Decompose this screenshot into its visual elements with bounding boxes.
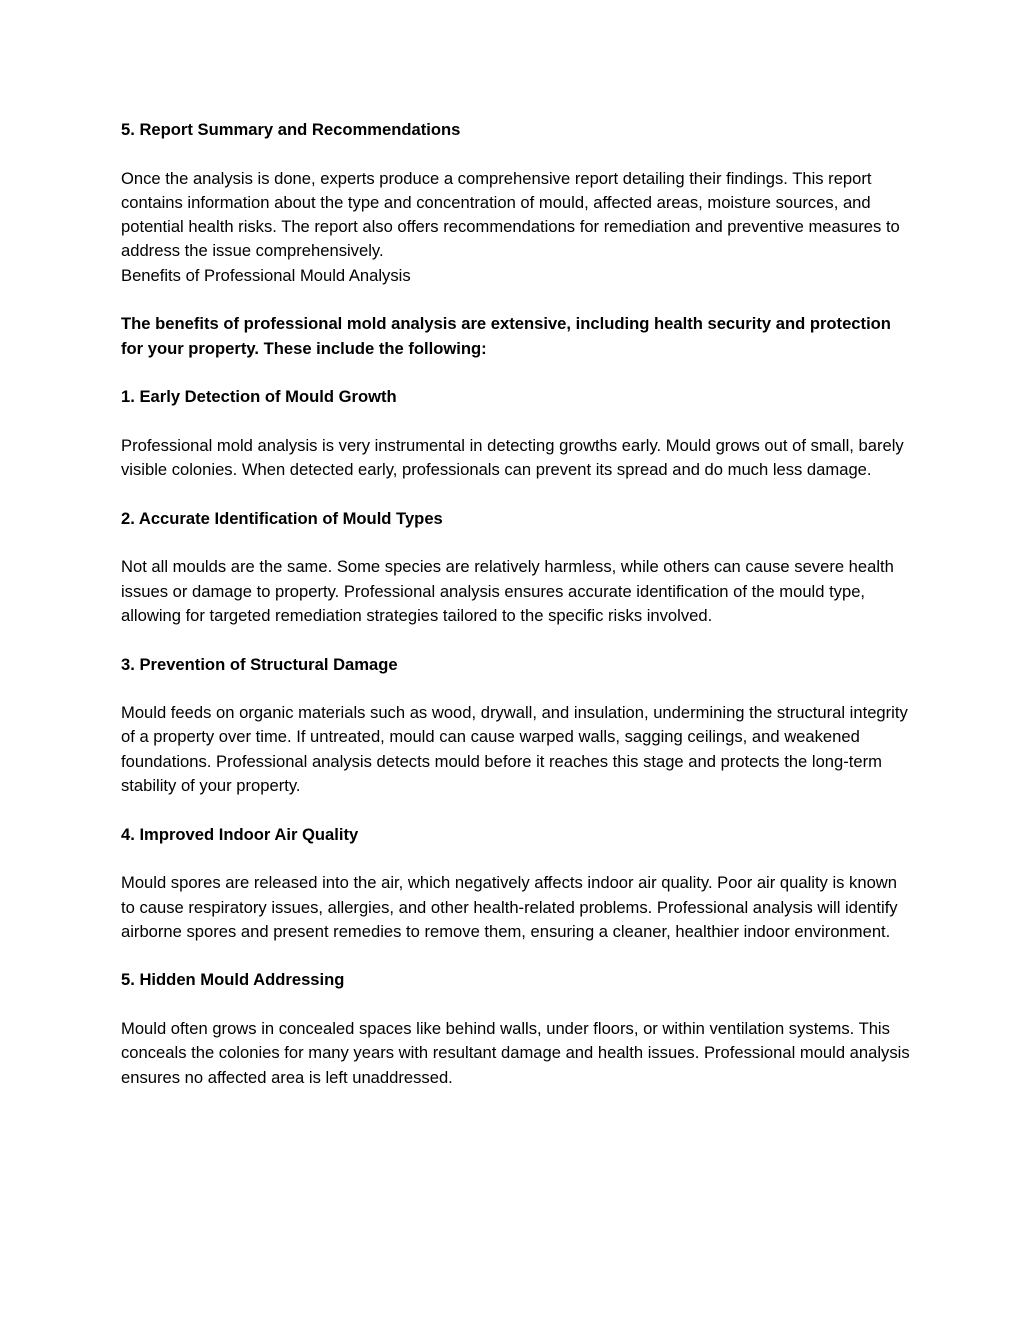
report-paragraph: Once the analysis is done, experts produce a comprehensive report detailing their findings. This report contains information about the type and concentration of mould, affected areas, moisture sources, and potential health risks. The report also offers recommendations for remediation and preventive measures to address the issue comprehensively.	[121, 168, 900, 261]
item-body-hidden-mould: Mould often grows in concealed spaces like behind walls, under floors, or within ventilation systems. This conceals the colonies for many years with resultant damage and health issues. Professional mould analysis ensures no affected area is left unaddressed.	[121, 1018, 910, 1087]
item-heading-early-detection: 1. Early Detection of Mould Growth	[121, 387, 397, 407]
item-body-structural-damage: Mould feeds on organic materials such as wood, drywall, and insulation, undermining the structural integrity of a property over time. If untreated, mould can cause warped walls, sagging ceilings, and weakened foundations. Professional analysis detects mould before it reaches this stage and protects the long-term stability of your property.	[121, 703, 908, 796]
item-body-identification: Not all moulds are the same. Some species are relatively harmless, while others can cause severe health issues or damage to property. Professional analysis ensures accurate identification of the mould type, allowing for targeted remediation strategies tailored to the specific risks involved.	[121, 557, 894, 625]
item-heading-air-quality: 4. Improved Indoor Air Quality	[121, 824, 359, 844]
benefits-intro: The benefits of professional mold analysis are extensive, including health security and protection for your property. These include the following:	[121, 314, 891, 358]
item-body-early-detection: Professional mold analysis is very instrumental in detecting growths early. Mould grows out of small, barely visible colonies. When detected early, professionals can prevent its spread and do much less damage.	[121, 435, 904, 480]
item-heading-identification: 2. Accurate Identification of Mould Types	[121, 508, 443, 528]
item-body-air-quality: Mould spores are released into the air, which negatively affects indoor air quality. Poor air quality is known to cause respiratory issues, allergies, and other health-related problems. Professional analysis will identify airborne spores and present remedies to remove them, ensuring a cleaner, healthier indoor environment.	[121, 873, 898, 941]
item-heading-hidden-mould: 5. Hidden Mould Addressing	[121, 970, 345, 990]
section-heading: 5. Report Summary and Recommendations	[121, 120, 461, 139]
item-heading-structural-damage: 3. Prevention of Structural Damage	[121, 654, 398, 674]
document-page	[121, 118, 911, 1090]
benefits-title: Benefits of Professional Mould Analysis	[121, 265, 411, 285]
